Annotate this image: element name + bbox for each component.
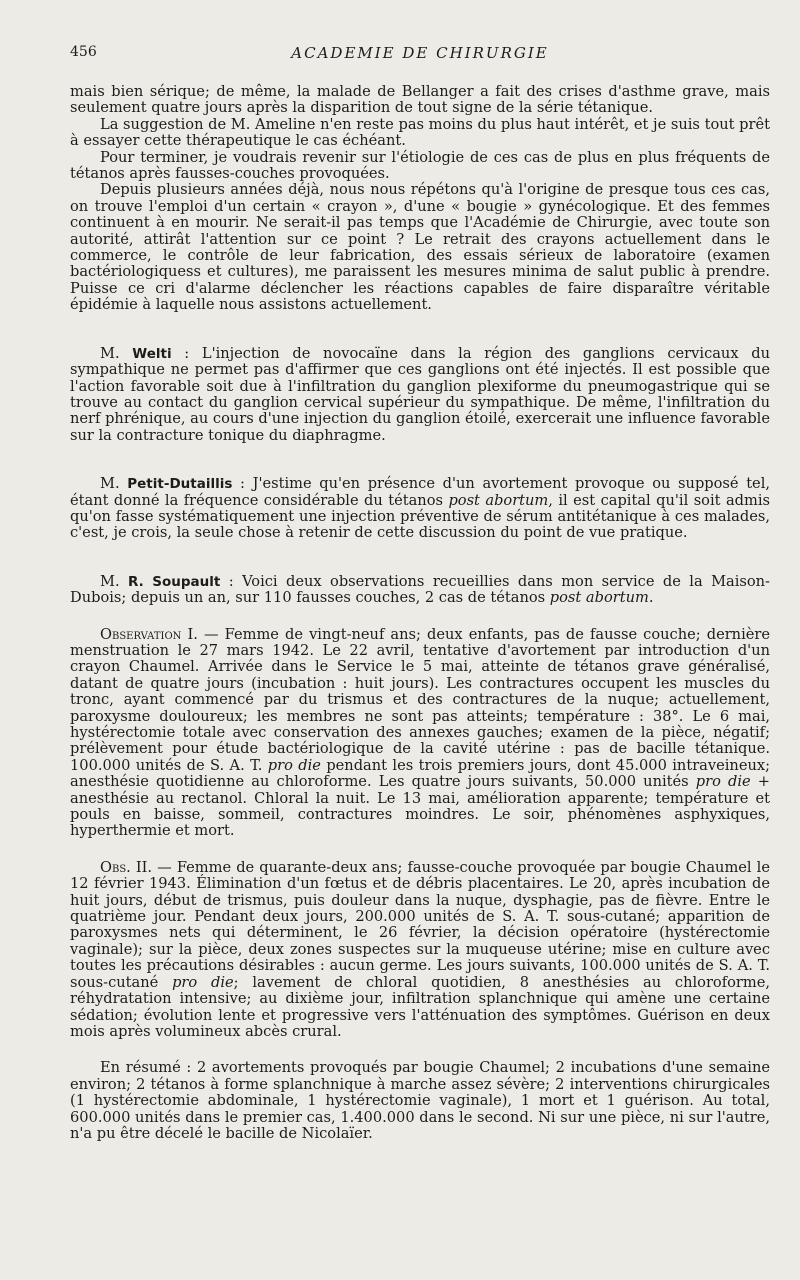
welti-paragraph bbox=[70, 346, 770, 444]
obs1-italic-a: pro die bbox=[267, 756, 321, 774]
obs1-text-b: pendant les trois premiers jours, dont 45.000 intraveineux; anesthésie quotidienne au chloroforme. Les quatre jours suivants, 50.000 unités bbox=[70, 756, 771, 791]
welti-text: : L'injection de novocaïne dans la région des ganglions cervicaux du sympathique ne permet pas d'affirmer que ces ganglions ont été injectés. Il est possible que l'action favorable soit due à l'infiltration du ganglion plexiforme du pneumogastrique qui se trouve au contact du ganglion cervical supérieur du sympathique. De même, l'infiltration du nerf phrénique, au cours d'une injection du ganglion étoilé, exercerait une influence favorable sur la contracture tonique du diaphragme. bbox=[70, 344, 770, 444]
obs2-italic-a: pro die bbox=[172, 973, 234, 991]
running-title: ACADEMIE DE CHIRURGIE bbox=[291, 44, 549, 62]
observation-1-label: Observation I. bbox=[100, 625, 198, 643]
soupault-text-a: : Voici deux observations recueillies dans mon service de la Maison-Dubois; depuis un an, sur 110 fausses couches, 2 cas de tétanos bbox=[70, 572, 770, 607]
intro-paragraph-2: La suggestion de M. Ameline n'en reste pas moins du plus haut intérêt, et je suis tout prêt à essayer cette thérapeutique le cas échéant. bbox=[70, 115, 770, 150]
intro-section bbox=[70, 84, 770, 314]
speaker-name-soupault: R. Soupault bbox=[128, 573, 221, 590]
obs1-italic-b: pro die bbox=[695, 773, 751, 791]
obs2-text-b: ; lavement de chloral quotidien, 8 anesthésies au chloroforme, réhydratation intensive; au dixième jour, infiltration splanchnique qui amène une certaine sédation; évolution lente et progressive vers l'atténuation des symptômes. Guérison en deux mois après volumineux abcès crural. bbox=[70, 973, 770, 1040]
intro-paragraph-4: Depuis plusieurs années déjà, nous nous répétons qu'à l'origine de presque tous ces cas, on trouve l'emploi d'un certain « crayon », d'une « bougie » gynécologique. Et des femmes continuent à en mourir. Ne serait-il pas temps que l'Académie de Chirurgie, avec toute son autorité, attirât l'attention sur ce point ? Le retrait des crayons actuellement dans le commerce, le contrôle de leur fabrication, des essais sérieux de laboratoire (examen bactériologiquess et cultures), me paraissent les mesures minima de salut public à prendre. Puisse ce cri d'alarme déclencher les réactions capables de faire disparaître véritable épidémie à laquelle nous assistons actuellement. bbox=[70, 181, 770, 314]
intro-paragraph-3: Pour terminer, je voudrais revenir sur l'étiologie de ces cas de plus en plus fréquents de tétanos après fausses-couches provoquées. bbox=[70, 148, 770, 183]
speaker-name-petit-dutaillis: Petit-Dutaillis bbox=[127, 476, 233, 493]
soupault-paragraph bbox=[70, 574, 770, 607]
petit-text-b: , il est capital qu'il soit admis qu'on fasse systématiquement une injection préventive de sérum antitétanique à ces malades, c'est, je crois, la seule chose à retenir de cette discussion du point de vue pratique. bbox=[70, 491, 770, 542]
speaker-prefix: M. bbox=[100, 344, 120, 362]
intro-paragraph-1: mais bien sérique; de même, la malade de Bellanger a fait des crises d'asthme grave, mais seulement quatre jours après la disparition de tout signe de la série tétanique. bbox=[70, 83, 770, 117]
speaker-prefix: M. bbox=[100, 475, 120, 493]
summary-paragraph: En résumé : 2 avortements provoqués par bougie Chaumel; 2 incubations d'une semaine environ; 2 tétanos à forme splanchnique à marche assez sévère; 2 interventions chirurgicales (1 hystérectomie abdominale, 1 hystérectomie vaginale), 1 mort et 1 guérison. Au total, 600.000 unités dans le premier cas, 1.400.000 dans le second. Ni sur une pièce, ni sur l'autre, n'a pu être décelé le bacille de Nicolaïer. bbox=[70, 1059, 770, 1142]
observation-1-paragraph bbox=[70, 627, 770, 840]
obs1-text-a: — Femme de vingt-neuf ans; deux enfants, pas de fausse couche; dernière menstruation le 27 mars 1942. Le 22 avril, tentative d'avortement par introduction d'un crayon Chaumel. Arrivée dans le Service le 5 mai, atteinte de tétanos grave généralisé, datant de quatre jours (incubation : huit jours). Les contractures occupent les muscles du tronc, ayant commencé par du trismus et des contractures de la nuque; actuellement, paroxysme douloureux; les membres ne sont pas atteints; température : 38°. Le 6 mai, hystérectomie totale avec conservation des annexes gauches; examen de la pièce, négatif; prélèvement pour étude bactériologique de la cavité utérine : pas de bacille tétanique. 100.000 unités de S. A. T. bbox=[70, 625, 770, 774]
obs2-text-a: — Femme de quarante-deux ans; fausse-couche provoquée par bougie Chaumel le 12 février 1943. Élimination d'un fœtus et de débris placentaires. Le 20, après incubation de huit jours, début de trismus, puis douleur dans la nuque, dysphagie, pas de fièvre. Entre le quatrième jour. Pendant deux jours, 200.000 unités de S. A. T. sous-cutané; apparition de paroxysmes nets qui déterminent, le 26 février, la décision opératoire (hystérectomie vaginale); sur la pièce, deux zones suspectes sur la muqueuse utérine; mise en culture avec toutes les précautions désirables : aucun germe. Les jours suivants, 100.000 unités de S. A. T. sous-cutané bbox=[70, 858, 770, 991]
speaker-name-welti: Welti bbox=[132, 345, 172, 362]
soupault-text-b: . bbox=[648, 589, 654, 607]
page-header bbox=[70, 44, 770, 68]
soupault-italic: post abortum bbox=[549, 589, 649, 607]
obs1-text-c: + anesthésie au rectanol. Chloral la nuit. Le 13 mai, amélioration apparente; température et pouls en baisse, sommeil, contractures moindres. Le soir, phénomènes asphyxiques, hyperthermie et mort. bbox=[70, 773, 770, 840]
petit-italic: post abortum bbox=[448, 491, 549, 509]
observation-2-paragraph bbox=[70, 860, 770, 1040]
speaker-prefix: M. bbox=[100, 572, 120, 590]
petit-dutaillis-paragraph bbox=[70, 476, 770, 542]
petit-text-a: : J'estime qu'en présence d'un avortement provoque ou supposé tel, étant donné la fréquence considérable du tétanos bbox=[70, 475, 770, 509]
page-number: 456 bbox=[70, 44, 97, 60]
observation-2-label: Obs. II. bbox=[100, 858, 153, 876]
